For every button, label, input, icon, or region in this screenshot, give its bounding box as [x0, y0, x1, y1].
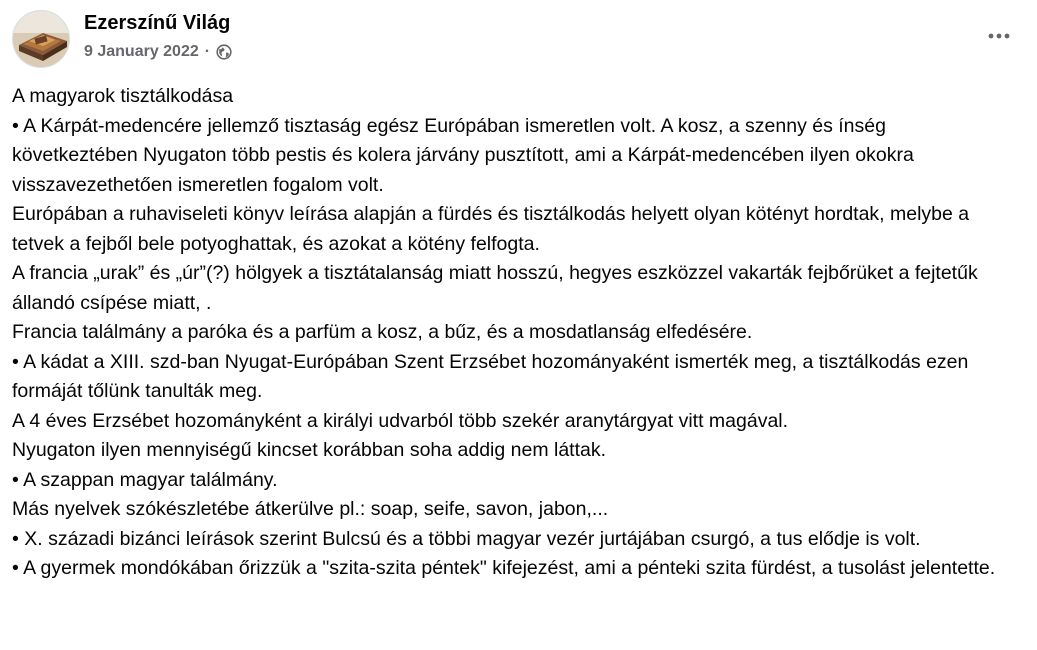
post-paragraph: • A gyermek mondókában őrizzük a "szita-szita péntek" kifejezést, ami a pénteki szita fürdést, a tusolást jelentette.: [12, 557, 996, 579]
more-options-icon[interactable]: [981, 22, 1017, 50]
meta-separator: ·: [204, 43, 211, 60]
avatar-image: [13, 11, 70, 68]
post-paragraph: • X. századi bizánci leírások szerint Bulcsú és a többi magyar vezér jurtájában csurgó, a tus elődje is volt.: [12, 527, 921, 550]
post-text: [12, 82, 1017, 584]
post-paragraph: Nyugaton ilyen mennyiségű kincset korábban soha addig nem láttak.: [12, 439, 607, 461]
post-paragraph: • A kádat a XIII. szd-ban Nyugat-Európában Szent Erzsébet hozományaként ismerték meg, a tisztálkodás ezen formáját tőlünk tanulták meg.: [12, 350, 969, 402]
post-meta: [84, 43, 232, 61]
post-paragraph: • A Kárpát-medencére jellemző tisztaság egész Európában ismeretlen volt. A kosz, a szenny és ínség következtében Nyugaton több pestis és kolera járvány pusztított, ami a Kárpát-medencében ilyen okokra visszavezethetően ismeretlen fogalom volt.: [12, 114, 914, 196]
post-date[interactable]: 9 January 2022: [84, 43, 199, 60]
post-title-line: A magyarok tisztálkodása: [12, 85, 234, 107]
post-paragraph: A 4 éves Erzsébet hozományként a királyi udvarból több szekér aranytárgyat vitt magával.: [12, 409, 789, 432]
post-paragraph: Európában a ruhaviseleti könyv leírása alapján a fürdés és tisztálkodás helyett olyan kötényt hordtak, melybe a tetvek a fejből bele potyoghattak, és azokat a kötény felfogta.: [12, 203, 970, 255]
page-avatar[interactable]: [12, 10, 70, 68]
post-paragraph: A francia „urak” és „úr”(?) hölgyek a tisztátalanság miatt hosszú, hegyes eszközzel vakarták fejbőrüket a fejtetűk állandó csípése miatt, .: [12, 262, 978, 314]
page-name[interactable]: Ezerszínű Világ: [84, 12, 231, 34]
globe-icon: [216, 44, 232, 60]
post-paragraph: Francia találmány a paróka és a parfüm a kosz, a bűz, és a mosdatlanság elfedésére.: [12, 321, 753, 343]
post-header: [12, 10, 1027, 70]
post-paragraph: • A szappan magyar találmány.: [12, 468, 278, 491]
post-paragraph: Más nyelvek szókészletébe átkerülve pl.: soap, seife, savon, jabon,...: [12, 498, 609, 520]
